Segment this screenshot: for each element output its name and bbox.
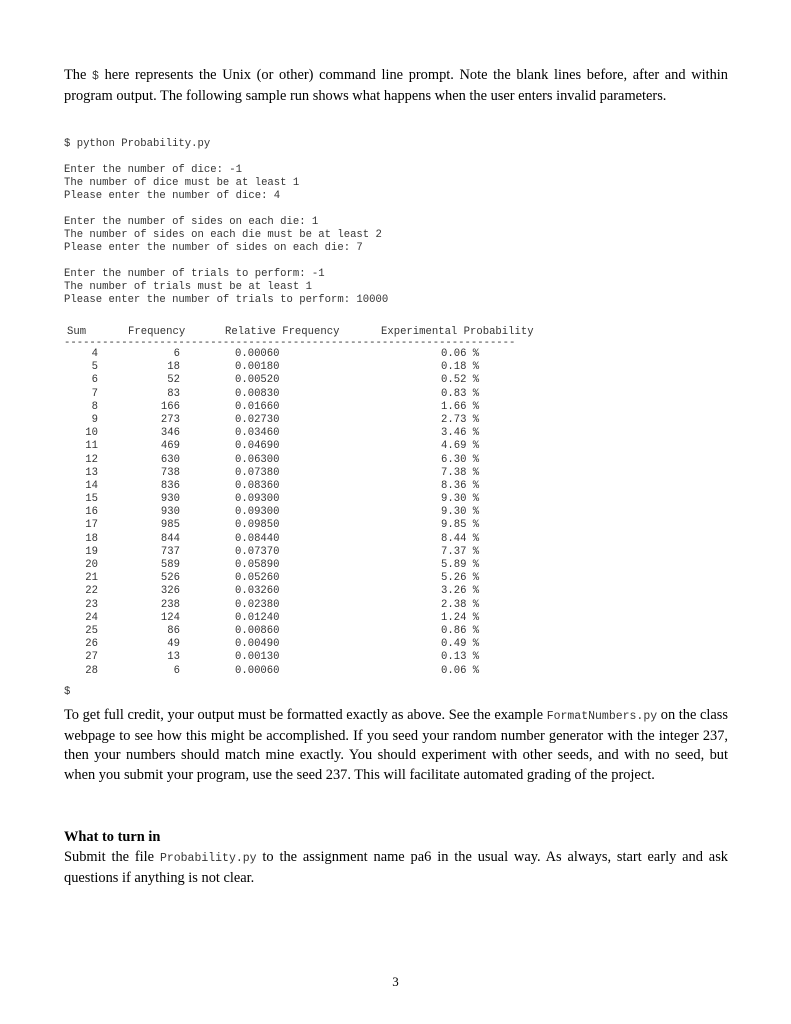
cell-experimental-probability: 0.49 % [441,638,480,651]
cell-frequency: 326 [160,585,180,598]
cell-experimental-probability: 0.52 % [441,374,480,387]
intro-paragraph [64,66,728,106]
credit-text-start: To get full credit, your output must be formatted exactly as above. See the example [64,707,547,723]
cell-sum: 5 [91,361,98,374]
table-row [64,348,564,361]
cell-relative-frequency: 0.09300 [235,493,280,506]
cell-experimental-probability: 3.46 % [441,427,480,440]
cell-sum: 26 [85,638,98,651]
cell-frequency: 52 [167,374,180,387]
cell-sum: 9 [91,413,98,426]
table-row [64,374,564,387]
table-row [64,572,564,585]
table-row [64,585,564,598]
cell-experimental-probability: 0.13 % [441,651,480,664]
cell-frequency: 469 [160,440,180,453]
cell-relative-frequency: 0.05260 [235,572,280,585]
cell-frequency: 86 [167,624,180,637]
dice-error: The number of dice must be at least 1 [64,177,300,189]
cell-relative-frequency: 0.00490 [235,638,280,651]
cell-experimental-probability: 2.38 % [441,598,480,611]
cell-relative-frequency: 0.03260 [235,585,280,598]
cell-frequency: 18 [167,361,180,374]
cell-relative-frequency: 0.06300 [235,453,280,466]
credit-paragraph [64,706,728,785]
end-prompt: $ [64,686,71,698]
cell-experimental-probability: 9.85 % [441,519,480,532]
table-row [64,599,564,612]
cell-frequency: 930 [160,506,180,519]
cell-frequency: 836 [160,479,180,492]
cell-sum: 23 [85,598,98,611]
trials-reprompt: Please enter the number of trials to perform: 10000 [64,294,389,306]
table-row [64,665,564,678]
cell-frequency: 589 [160,559,180,571]
table-row [64,361,564,374]
cell-sum: 22 [85,585,98,598]
table-row [64,533,564,546]
cell-relative-frequency: 0.00060 [235,664,280,677]
table-row [64,638,564,651]
cell-relative-frequency: 0.08440 [235,532,280,545]
cell-sum: 13 [85,466,98,479]
cell-frequency: 738 [160,466,180,479]
turn-in-text-rest: to the assignment name pa6 in the usual way. As always, start early and ask questions if anything is not clear. [64,849,728,886]
table-row [64,414,564,427]
cell-sum: 24 [85,611,98,624]
sides-reprompt: Please enter the number of sides on each die: 7 [64,242,363,254]
cell-experimental-probability: 6.30 % [441,453,480,466]
cell-experimental-probability: 8.44 % [441,532,480,545]
cell-relative-frequency: 0.00180 [235,361,280,374]
command-line: $ python Probability.py [64,138,211,150]
cell-relative-frequency: 0.04690 [235,440,280,453]
cell-frequency: 49 [167,638,180,651]
cell-relative-frequency: 0.00830 [235,387,280,400]
intro-text-rest: here represents the Unix (or other) command line prompt. Note the blank lines before, after and within program output. The following sample run shows what happens when the user enters invalid parameters. [64,67,728,104]
cell-frequency: 844 [160,532,180,545]
table-row [64,467,564,480]
cell-frequency: 124 [160,611,180,624]
cell-relative-frequency: 0.01240 [235,611,280,624]
cell-sum: 21 [85,572,98,585]
cell-sum: 15 [85,493,98,506]
cell-sum: 28 [85,664,98,677]
table-row [64,559,564,572]
cell-frequency: 630 [160,453,180,466]
cell-sum: 27 [85,651,98,664]
cell-experimental-probability: 2.73 % [441,413,480,426]
intro-text-start: The [64,67,93,83]
cell-experimental-probability: 8.36 % [441,479,480,492]
cell-relative-frequency: 0.02380 [235,598,280,611]
cell-experimental-probability: 1.24 % [441,611,480,624]
cell-experimental-probability: 0.83 % [441,387,480,400]
turn-in-paragraph [64,848,728,888]
cell-experimental-probability: 1.66 % [441,400,480,413]
cell-experimental-probability: 0.86 % [441,624,480,637]
cell-sum: 12 [85,453,98,466]
cell-experimental-probability: 4.69 % [441,440,480,453]
turn-in-text-start: Submit the file [64,849,160,865]
cell-experimental-probability: 5.89 % [441,559,480,571]
cell-sum: 17 [85,519,98,532]
header-sum: Sum [67,326,87,338]
cell-frequency: 83 [167,387,180,400]
cell-experimental-probability: 5.26 % [441,572,480,585]
cell-experimental-probability: 9.30 % [441,506,480,519]
cell-frequency: 6 [173,664,180,677]
cell-sum: 25 [85,624,98,637]
table-row [64,493,564,506]
table-row [64,546,564,559]
credit-text-rest: on the class webpage to see how this might be accomplished. If you seed your random number generator with the integer 237, then your numbers should match mine exactly. You should experiment with other seeds, and with no seed, but when you submit your program, use the seed 237. This will facilitate automated grading of the project. [64,707,728,783]
header-frequency: Frequency [128,326,186,338]
table-row [64,625,564,638]
cell-frequency: 737 [160,545,180,558]
cell-frequency: 526 [160,572,180,585]
table-row [64,506,564,519]
trials-prompt: Enter the number of trials to perform: -1 [64,268,325,280]
dice-prompt: Enter the number of dice: -1 [64,164,243,176]
sides-error: The number of sides on each die must be at least 2 [64,229,382,241]
table-row [64,440,564,453]
example-file-name: FormatNumbers.py [546,710,658,723]
cell-relative-frequency: 0.08360 [235,479,280,492]
sides-prompt: Enter the number of sides on each die: 1 [64,216,319,228]
cell-relative-frequency: 0.00130 [235,651,280,664]
cell-relative-frequency: 0.09850 [235,519,280,532]
cell-relative-frequency: 0.00520 [235,374,280,387]
header-relative-frequency: Relative Frequency [225,326,340,338]
cell-sum: 11 [85,440,98,453]
cell-relative-frequency: 0.05890 [235,559,280,571]
cell-sum: 10 [85,427,98,440]
cell-experimental-probability: 0.06 % [441,664,480,677]
cell-experimental-probability: 9.30 % [441,493,480,506]
cell-sum: 20 [85,559,98,571]
turn-in-heading: What to turn in [64,829,161,845]
header-experimental-probability: Experimental Probability [381,326,534,338]
cell-sum: 8 [91,400,98,413]
cell-frequency: 273 [160,413,180,426]
cell-relative-frequency: 0.07370 [235,545,280,558]
cell-sum: 7 [91,387,98,400]
cell-experimental-probability: 0.06 % [441,348,480,360]
cell-frequency: 6 [173,348,180,360]
cell-experimental-probability: 0.18 % [441,361,480,374]
table-row [64,388,564,401]
cell-relative-frequency: 0.00860 [235,624,280,637]
cell-relative-frequency: 0.00060 [235,348,280,360]
cell-experimental-probability: 3.26 % [441,585,480,598]
cell-frequency: 166 [160,400,180,413]
submit-file-name: Probability.py [159,852,257,865]
cell-experimental-probability: 7.37 % [441,545,480,558]
table-body [64,348,564,678]
table-row [64,519,564,532]
dice-reprompt: Please enter the number of dice: 4 [64,190,281,202]
cell-relative-frequency: 0.01660 [235,400,280,413]
table-row [64,612,564,625]
cell-relative-frequency: 0.07380 [235,466,280,479]
cell-frequency: 346 [160,427,180,440]
prompt-symbol: $ [92,70,99,83]
cell-sum: 16 [85,506,98,519]
table-row [64,401,564,414]
cell-relative-frequency: 0.03460 [235,427,280,440]
table-row [64,651,564,664]
cell-sum: 18 [85,532,98,545]
cell-frequency: 930 [160,493,180,506]
cell-sum: 19 [85,545,98,558]
cell-sum: 6 [91,374,98,387]
cell-experimental-probability: 7.38 % [441,466,480,479]
cell-sum: 4 [91,348,98,360]
page-number: 3 [392,974,399,989]
table-row [64,480,564,493]
table-row [64,427,564,440]
table-divider: ----------------------------------------------------------------------- [64,337,516,349]
cell-frequency: 13 [167,651,180,664]
cell-sum: 14 [85,479,98,492]
cell-frequency: 985 [160,519,180,532]
cell-relative-frequency: 0.09300 [235,506,280,519]
table-row [64,454,564,467]
cell-frequency: 238 [160,598,180,611]
cell-relative-frequency: 0.02730 [235,413,280,426]
trials-error: The number of trials must be at least 1 [64,281,312,293]
